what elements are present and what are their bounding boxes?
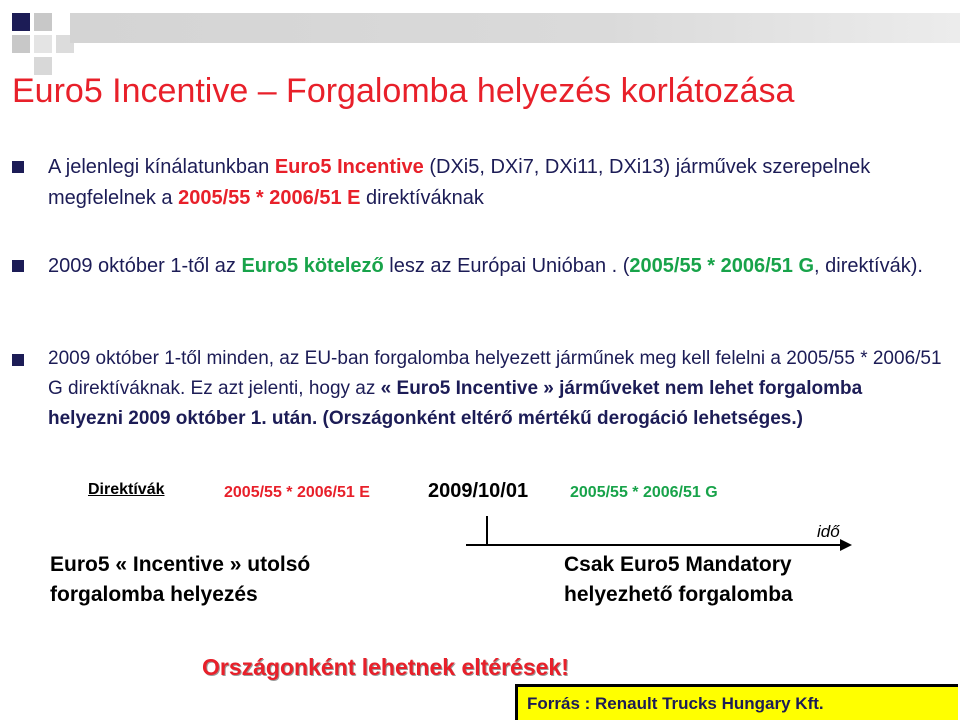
text-highlight: « Euro5 Incentive » járműveket nem lehet forgalomba helyezni 2009 október 1. után. (Országonként eltérő mértékű derogáció lehetséges.) — [48, 378, 863, 429]
text-highlight: 2005/55 * 2006/51 G — [629, 255, 815, 277]
country-differences-note: Országonként lehetnek eltérések! — [202, 654, 569, 680]
text-segment: A jelenlegi kínálatunkban — [48, 156, 275, 178]
text-segment: (DXi5, DXi7, DXi11, DXi13) járművek szerepelnek megfelelnek a — [48, 156, 871, 209]
text-segment: lesz az Európai Unióban . ( — [383, 255, 630, 277]
time-axis-label: idő — [817, 522, 840, 541]
before-line: forgalomba helyezés — [50, 583, 258, 606]
text-highlight: Euro5 kötelező — [241, 255, 384, 277]
after-line: Csak Euro5 Mandatory — [564, 553, 792, 576]
text-segment: 2009 október 1-től minden, az EU-ban forgalomba helyezett járműnek meg kell felelni a 2005/55 * 2006/51 G direktíváknak. Ez azt jelenti, hogy az — [48, 348, 942, 399]
text-highlight: 2005/55 * 2006/51 E — [178, 187, 361, 209]
text-segment: direktíváknak — [360, 187, 484, 209]
text-segment: 2009 október 1-től az — [48, 255, 242, 277]
page-title: Euro5 Incentive – Forgalomba helyezés korlátozása — [12, 72, 795, 110]
before-line: Euro5 « Incentive » utolsó — [50, 553, 311, 576]
text-highlight: Euro5 Incentive — [274, 156, 424, 178]
cutoff-date-label: 2009/10/01 — [428, 480, 529, 502]
directives-label: Direktívák — [88, 481, 165, 498]
timeline-arrowhead — [840, 539, 852, 551]
before-box — [50, 550, 310, 610]
source-box: Forrás : Renault Trucks Hungary Kft. — [515, 684, 958, 720]
directive-e-label: 2005/55 * 2006/51 E — [224, 484, 370, 501]
after-line: helyezhető forgalomba — [564, 583, 793, 606]
after-box — [564, 550, 793, 610]
directive-g-label: 2005/55 * 2006/51 G — [570, 484, 718, 501]
text-segment: , direktívák). — [814, 255, 923, 277]
